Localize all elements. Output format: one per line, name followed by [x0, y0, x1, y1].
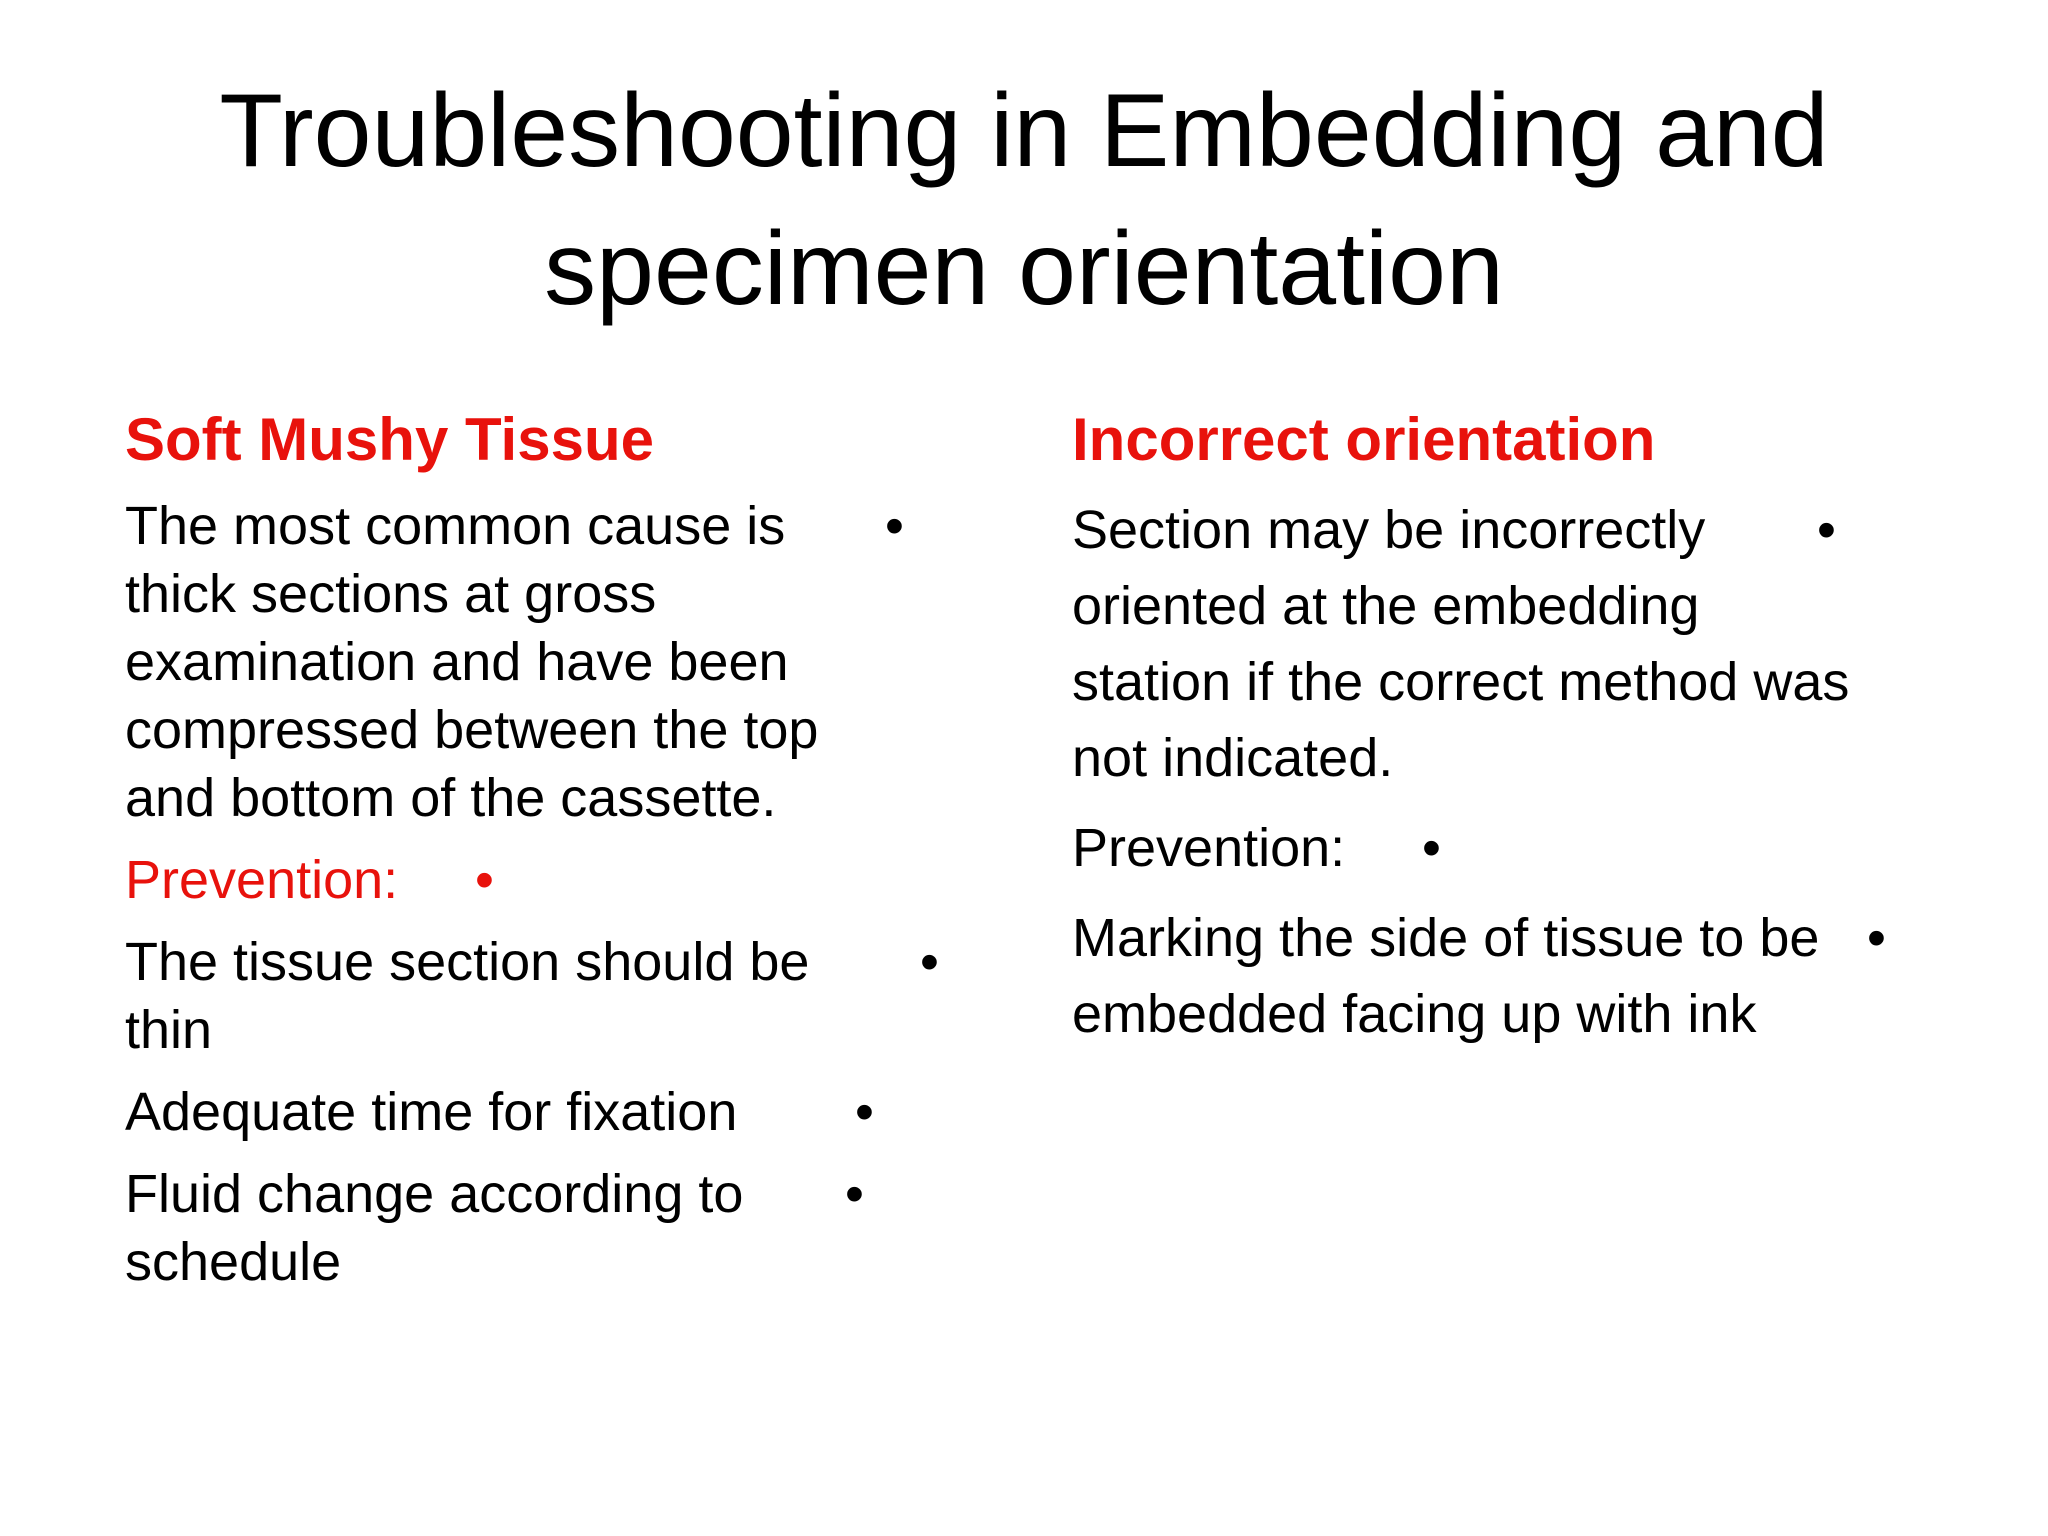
- bullet-icon: •: [1867, 908, 1886, 968]
- list-item: [125, 928, 945, 1064]
- list-item: [125, 1078, 945, 1146]
- list-item-text: The tissue section should be thin: [125, 932, 810, 1060]
- list-item: [125, 492, 945, 832]
- list-item-text: The most common cause is thick sections at gross examination and have been compressed between the top and bottom of the cassette.: [125, 496, 819, 828]
- list-item: [1072, 900, 1912, 1052]
- bullet-icon: •: [885, 496, 904, 556]
- bullet-icon: •: [475, 850, 494, 910]
- list-item-text: Adequate time for fixation: [125, 1082, 738, 1142]
- list-item-text: Prevention:: [125, 850, 399, 910]
- list-item-text: Fluid change according to schedule: [125, 1164, 744, 1292]
- list-item-text: Section may be incorrectly oriented at the embedding station if the correct method was not indicated.: [1072, 500, 1850, 788]
- bullet-icon: •: [1817, 500, 1836, 560]
- list-item: [1072, 810, 1552, 886]
- right-column-heading: Incorrect orientation: [1072, 406, 1656, 473]
- list-item-text: Marking the side of tissue to be embedded facing up with ink: [1072, 908, 1820, 1044]
- slide-title-line-2: specimen orientation: [544, 211, 1504, 327]
- list-item: [125, 846, 605, 914]
- left-column-heading: Soft Mushy Tissue: [125, 406, 654, 473]
- list-item: [125, 1160, 865, 1296]
- slide-title: [0, 62, 2048, 338]
- list-item: [1072, 492, 1912, 796]
- bullet-icon: •: [920, 932, 939, 992]
- bullet-icon: •: [845, 1164, 864, 1224]
- right-column: [1072, 400, 1932, 1066]
- bullet-icon: •: [1422, 818, 1441, 878]
- list-item-text: Prevention:: [1072, 818, 1346, 878]
- bullet-icon: •: [855, 1082, 874, 1142]
- slide-title-line-1: Troubleshooting in Embedding and: [219, 73, 1829, 189]
- left-column: [125, 400, 985, 1310]
